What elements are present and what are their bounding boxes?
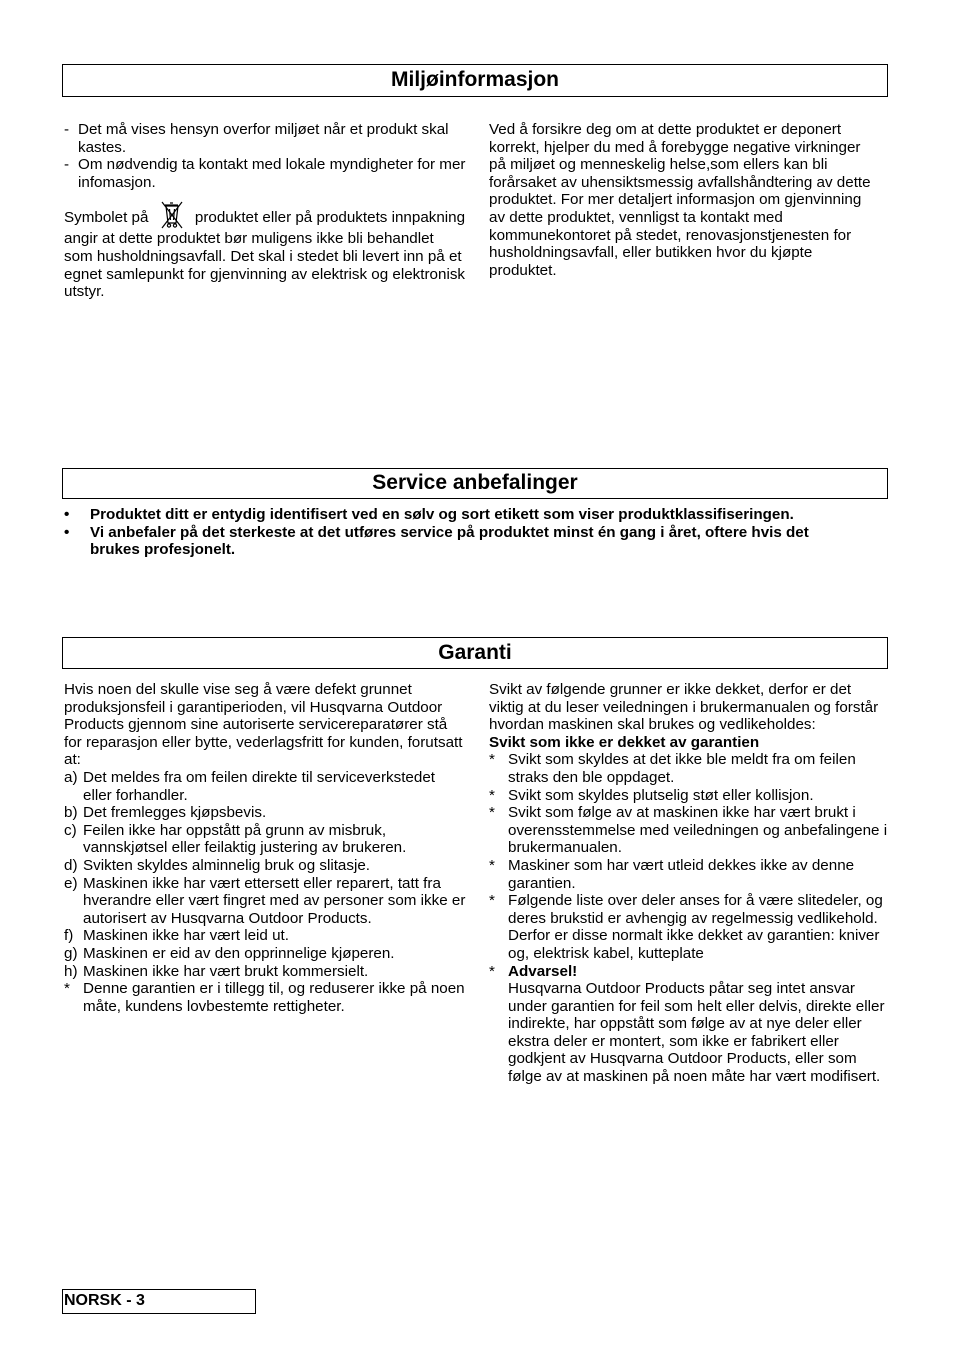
symbol-prefix: Symbolet på: [64, 209, 149, 227]
condition-marker: a): [64, 768, 78, 786]
page-footer: NORSK - 3: [62, 1289, 256, 1314]
warning-item: [489, 963, 888, 1086]
condition-text: Det meldes fra om feilen direkte til serviceverkstedet eller forhandler.: [83, 768, 435, 804]
not-covered-heading: Svikt som ikke er dekket av garantien: [489, 733, 760, 751]
dash-marker: -: [64, 121, 70, 138]
condition-marker: *: [64, 980, 70, 998]
service-list: [62, 506, 862, 559]
condition-item: [64, 963, 466, 981]
crossed-out-wheelie-bin-icon: [157, 200, 187, 230]
condition-text: Feilen ikke har oppstått på grunn av misbruk, vannskjøtsel eller feilaktig justering av brukeren.: [83, 821, 407, 857]
condition-marker: c): [64, 821, 77, 839]
miljo-left-column: [64, 121, 466, 301]
condition-marker: g): [64, 944, 78, 962]
list-item: [64, 121, 466, 156]
not-covered-text: Svikt som skyldes at det ikke ble meldt fra om feilen straks den ble oppdaget.: [508, 751, 856, 786]
condition-text: Svikten skyldes alminnelig bruk og slitasje.: [83, 856, 371, 874]
star-marker: *: [489, 751, 495, 769]
list-item: [64, 156, 466, 191]
miljo-right-paragraph: Ved å forsikre deg om at dette produktet er deponert korrekt, hjelper du med å forebygge negative virkninger på miljøet og menneskelig helse,som ellers kan bli forårsaket av uhensiktsmessig avfallshåndtering av dette produktet. For mer detaljert informasjon om gjenvinning av dette produktet, vennligst ta kontakt med kommunekontoret på stedet, renovasjonstjenesten for husholdningsavfall, eller butikken hvor du kjøpte produktet.: [489, 121, 871, 279]
not-covered-text: Svikt som skyldes plutselig støt eller kollisjon.: [508, 786, 814, 804]
bullet-marker: •: [64, 506, 70, 523]
condition-text: Maskinen ikke har vært brukt kommersielt.: [83, 962, 369, 980]
condition-text: Maskinen er eid av den opprinnelige kjøperen.: [83, 944, 395, 962]
condition-item: [64, 927, 466, 945]
garanti-right-intro: Svikt av følgende grunner er ikke dekket, derfor er det viktig at du leser veiledningen i brukermanualen og forstår hvordan maskinen skal brukes og vedlikeholdes:: [489, 681, 879, 734]
section-title-miljoinformasjon: Miljøinformasjon: [62, 64, 888, 97]
list-item-text: Om nødvendig ta kontakt med lokale myndigheter for mer infomasjon.: [78, 156, 466, 191]
list-item-text: Vi anbefaler på det sterkeste at det utføres service på produktet minst én gang i året, oftere hvis det brukes profesjonelt.: [90, 523, 809, 559]
not-covered-text: Maskiner som har vært utleid dekkes ikke av denne garantien.: [508, 856, 855, 892]
condition-marker: d): [64, 856, 78, 874]
condition-text: Maskinen ikke har vært leid ut.: [83, 927, 289, 945]
star-marker: *: [489, 804, 495, 822]
not-covered-item: [489, 892, 888, 962]
warning-text: Husqvarna Outdoor Products påtar seg intet ansvar under garantien for feil som helt eller delvis, direkte eller indirekte, har oppstått som følge av at nye deler eller ekstra deler er montert, som ikke er fabrikert eller godkjent av Husqvarna Outdoor Products, eller som følge av at maskinen på noen måte har vært modifisert.: [508, 980, 885, 1086]
warning-label: Advarsel!: [508, 962, 578, 980]
list-item-text: Det må vises hensyn overfor miljøet når et produkt skal kastes.: [78, 121, 449, 156]
condition-text: Det fremlegges kjøpsbevis.: [83, 804, 267, 822]
not-covered-text: Svikt som følge av at maskinen ikke har vært brukt i overensstemmelse med veiledningen og anbefalingene i brukermanualen.: [508, 804, 888, 857]
dash-marker: -: [64, 156, 70, 174]
condition-item: [64, 857, 466, 875]
list-item-text: Produktet ditt er entydig identifisert ved en sølv og sort etikett som viser produktklassifiseringen.: [90, 506, 794, 523]
condition-marker: h): [64, 962, 78, 980]
condition-item: [64, 769, 466, 804]
star-marker: *: [489, 892, 495, 910]
not-covered-item: [489, 804, 888, 857]
not-covered-text: Følgende liste over deler anses for å være slitedeler, og deres brukstid er avhengig av regelmessig vedlikehold. Derfor er disse normalt ikke dekket av garantien: kniver og, elektrisk kabel, kutteplate: [508, 892, 883, 962]
condition-text: Maskinen ikke har vært ettersett eller reparert, tatt fra hverandre eller vært fingret med av personer som ikke er autorisert av Husqvarna Outdoor Products.: [83, 874, 466, 927]
not-covered-item: [489, 787, 888, 805]
not-covered-item: [489, 857, 888, 892]
section-title-service-anbefalinger: Service anbefalinger: [62, 468, 888, 499]
condition-item: [64, 945, 466, 963]
condition-item: [64, 980, 466, 1015]
condition-marker: e): [64, 874, 78, 892]
section-title-garanti: Garanti: [62, 637, 888, 669]
garanti-intro: Hvis noen del skulle vise seg å være defekt grunnet produksjonsfeil i garantiperioden, vil Husqvarna Outdoor Products gjennom sine autoriserte servicereparatører stå for reparasjon eller bytte, vederlagsfritt for kunden, forutsatt at:: [64, 681, 463, 769]
condition-marker: b): [64, 804, 78, 822]
condition-item: [64, 804, 466, 822]
condition-item: [64, 875, 466, 928]
star-marker: *: [489, 856, 495, 874]
list-item: [62, 524, 862, 559]
condition-item: [64, 822, 466, 857]
bullet-marker: •: [64, 523, 70, 541]
condition-text: Denne garantien er i tillegg til, og reduserer ikke på noen måte, kundens lovbestemte rettigheter.: [83, 980, 465, 1015]
not-covered-item: [489, 751, 888, 786]
miljo-right-column: [489, 121, 881, 279]
condition-marker: f): [64, 927, 74, 945]
garanti-right-column: [489, 681, 888, 1086]
garanti-left-column: [64, 681, 466, 1015]
star-marker: *: [489, 786, 495, 804]
symbol-paragraph: [64, 208, 466, 300]
list-item: [62, 506, 862, 524]
star-marker: *: [489, 962, 495, 980]
symbol-text: produktet eller på produktets innpakning angir at dette produktet bør muligens ikke bli behandlet som husholdningsavfall. Det skal i stedet bli levert inn på et egnet samlepunkt for gjenvinning av elektrisk og elektronisk utstyr.: [64, 209, 466, 301]
